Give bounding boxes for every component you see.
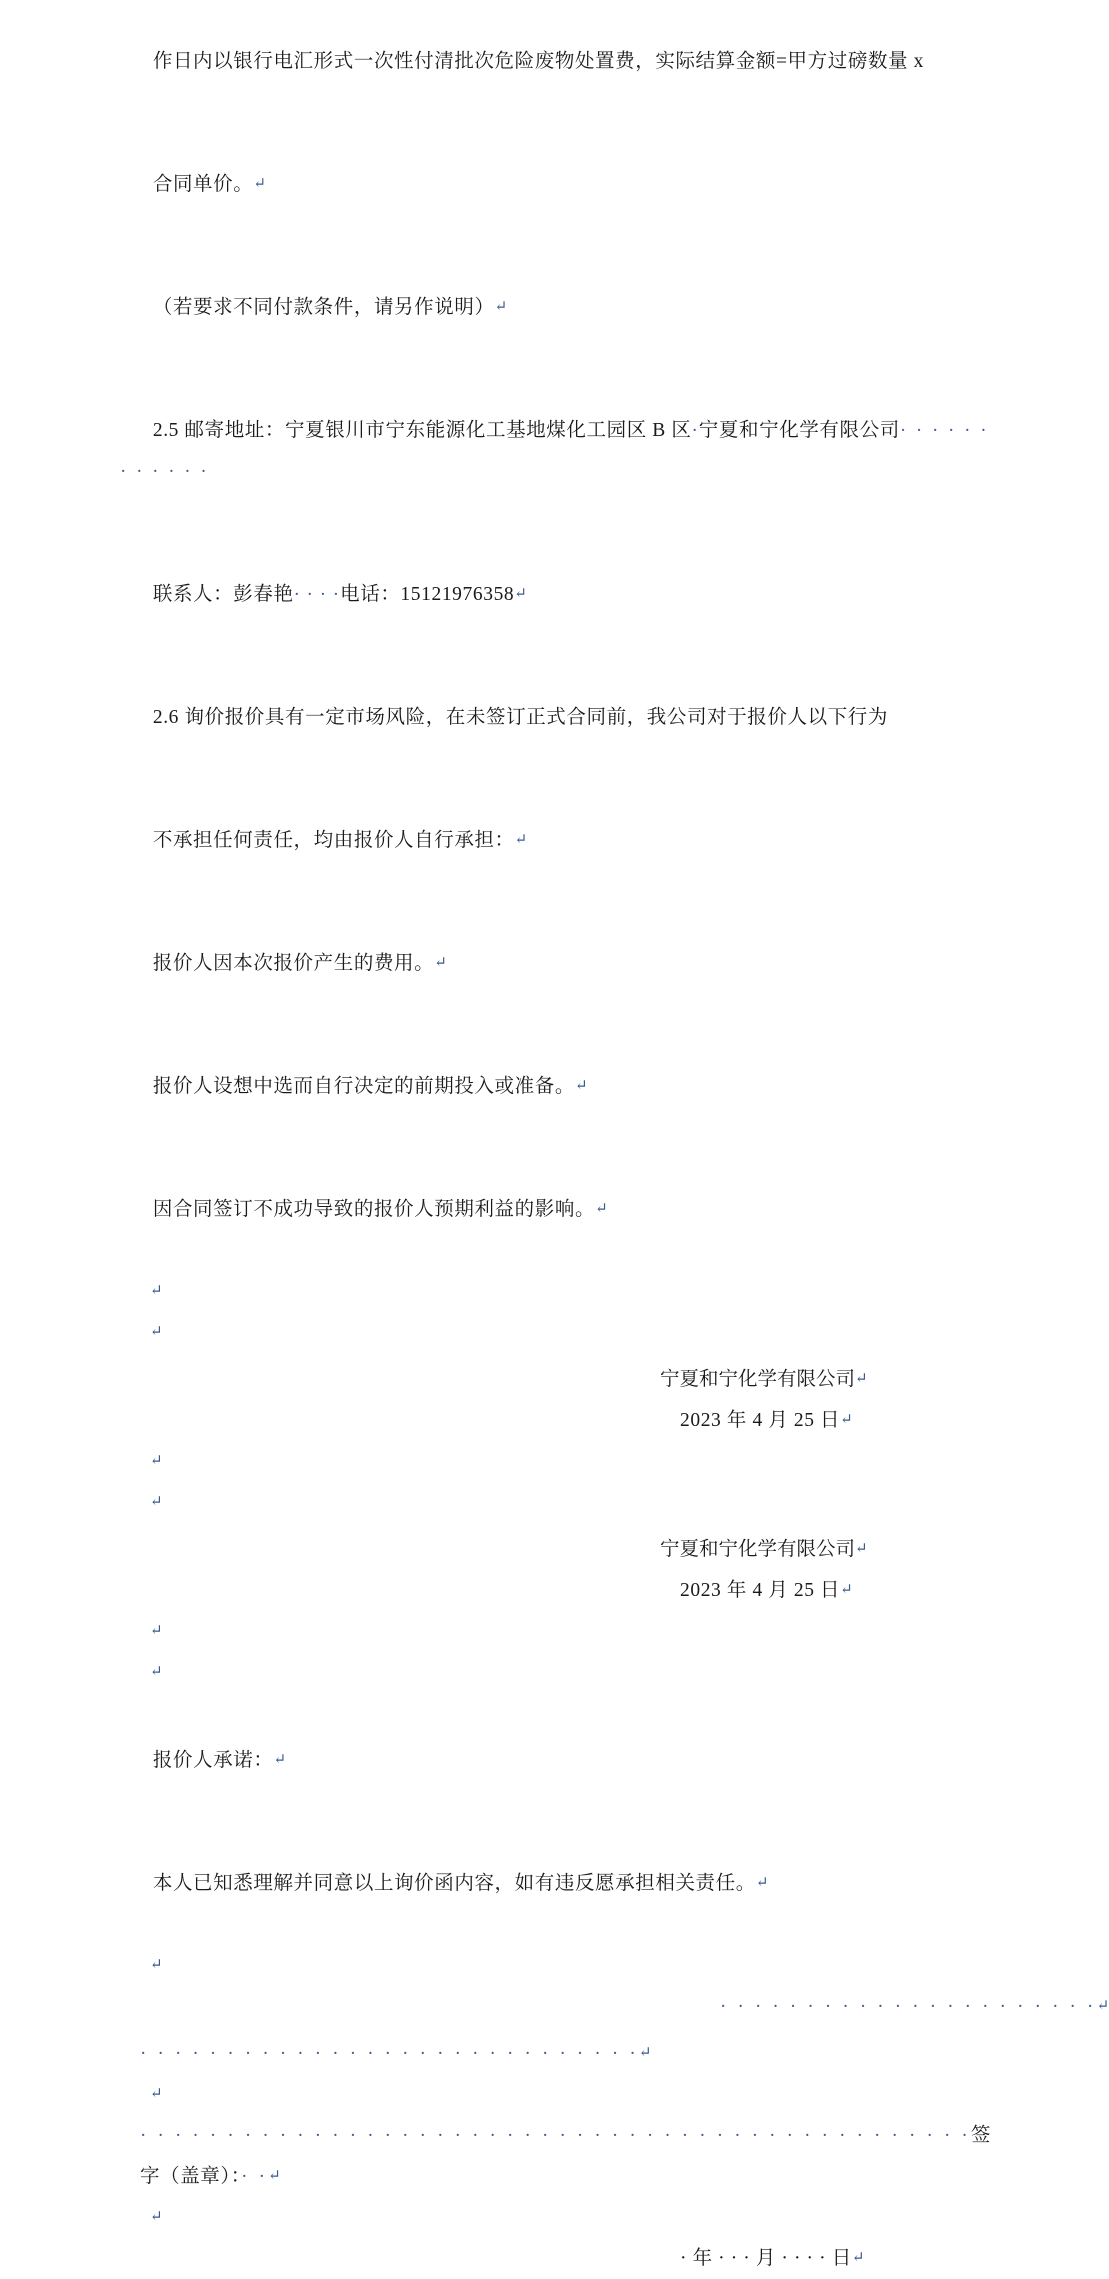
paragraph-mark-icon: ↵ bbox=[494, 299, 508, 315]
payment-note-paragraph bbox=[120, 246, 1000, 369]
company-signature-1 bbox=[120, 1359, 1000, 1400]
paragraph-mark-icon: ↵ bbox=[150, 1494, 163, 1510]
payment-terms-paragraph-line2 bbox=[120, 123, 1000, 246]
payment-note-text: （若要求不同付款条件，请另作说明） bbox=[152, 297, 495, 318]
mailing-address-paragraph bbox=[120, 369, 1000, 533]
company-signature-2-date bbox=[120, 1570, 1000, 1611]
commitment-body-text: 本人已知悉理解并同意以上询价函内容，如有违反愿承担相关责任。 bbox=[152, 1873, 756, 1894]
empty-line bbox=[120, 1271, 1000, 1312]
contact-phone-text: 电话：15121976358 bbox=[340, 584, 515, 605]
payment-terms-paragraph bbox=[120, 0, 1000, 123]
company-name-text: 宁夏和宁化学有限公司 bbox=[660, 1539, 856, 1560]
paragraph-mark-icon: ↵ bbox=[595, 1201, 608, 1217]
signature-date-text: 2023 年 4 月 25 日 bbox=[680, 1410, 841, 1431]
contact-person-text: 联系人：彭春艳 bbox=[152, 584, 294, 605]
empty-line bbox=[120, 1945, 1000, 1986]
risk-item-3-text: 因合同签订不成功导致的报价人预期利益的影响。 bbox=[152, 1199, 596, 1220]
paragraph-mark-icon: ↵ bbox=[1096, 1998, 1109, 2014]
paragraph-mark-icon: ↵ bbox=[268, 2168, 281, 2184]
paragraph-mark-icon: ↵ bbox=[638, 2045, 652, 2061]
risk-text-line1: 2.6 询价报价具有一定市场风险，在未签订正式合同前，我公司对于报价人以下行为 bbox=[152, 707, 889, 728]
payment-terms-text: 作日内以银行电汇形式一次性付清批次危险废物处置费，实际结算金额=甲方过磅数量 x bbox=[152, 51, 924, 72]
paragraph-mark-icon: ↵ bbox=[514, 586, 527, 602]
risk-paragraph-line2 bbox=[120, 779, 1000, 902]
document-body bbox=[120, 0, 1109, 2279]
paragraph-mark-icon: ↵ bbox=[150, 1324, 163, 1340]
mailing-address-company: 宁夏和宁化学有限公司 bbox=[698, 420, 900, 441]
empty-line bbox=[120, 2197, 1000, 2238]
signature-label: 签字（盖章）： bbox=[140, 2125, 992, 2187]
empty-line bbox=[120, 1611, 1000, 1652]
empty-line bbox=[120, 2074, 1000, 2115]
signature-date-text: 2023 年 4 月 25 日 bbox=[680, 1580, 841, 1601]
dot-leader-after-label: · · bbox=[241, 2166, 269, 2187]
risk-paragraph-line1 bbox=[120, 656, 1000, 779]
company-signature-1-date bbox=[120, 1400, 1000, 1441]
empty-line bbox=[120, 1482, 1000, 1523]
paragraph-mark-icon: ↵ bbox=[150, 1623, 163, 1639]
paragraph-mark-icon: ↵ bbox=[150, 1664, 163, 1680]
paragraph-mark-icon: ↵ bbox=[150, 1283, 163, 1299]
paragraph-mark-icon: ↵ bbox=[150, 2086, 163, 2102]
paragraph-mark-icon: ↵ bbox=[851, 2250, 865, 2266]
paragraph-mark-icon: ↵ bbox=[514, 832, 528, 848]
empty-line bbox=[120, 1652, 1000, 1693]
risk-item-1-text: 报价人因本次报价产生的费用。 bbox=[152, 953, 435, 974]
paragraph-mark-icon: ↵ bbox=[840, 1412, 853, 1428]
dot-leader-trailing: · · · · · · · · · · · · bbox=[120, 420, 997, 482]
date-blank-text: · 年 · · · 月 · · · · 日 bbox=[680, 2248, 852, 2269]
company-signature-2 bbox=[120, 1529, 1000, 1570]
mailing-address-text: 2.5 邮寄地址：宁夏银川市宁东能源化工基地煤化工园区 B 区 bbox=[152, 420, 692, 441]
risk-item-2-text: 报价人设想中选而自行决定的前期投入或准备。 bbox=[152, 1076, 575, 1097]
commitment-body bbox=[120, 1822, 1000, 1945]
dotted-blank-line-right bbox=[120, 1986, 1109, 2027]
date-blank-line bbox=[120, 2238, 1000, 2279]
empty-line bbox=[120, 1441, 1000, 1482]
risk-item-3 bbox=[120, 1148, 1000, 1271]
paragraph-mark-icon: ↵ bbox=[150, 1957, 163, 1973]
risk-item-2 bbox=[120, 1025, 1000, 1148]
paragraph-mark-icon: ↵ bbox=[273, 1752, 287, 1768]
dot-leader: · · · · bbox=[293, 584, 341, 605]
paragraph-mark-icon: ↵ bbox=[855, 1541, 868, 1557]
dotted-blank-line-left bbox=[120, 2033, 1000, 2074]
dot-leader: · · · · · · · · · · · · · · · · · · · · · · · · · · · · · · · · · · · · · · · · · · · · · · · · bbox=[140, 2125, 971, 2146]
company-name-text: 宁夏和宁化学有限公司 bbox=[660, 1369, 856, 1390]
contact-paragraph bbox=[120, 533, 1000, 656]
signature-line bbox=[120, 2115, 1000, 2197]
dot-leader: · · · · · · · · · · · · · · · · · · · · · · bbox=[720, 1996, 1097, 2017]
paragraph-mark-icon: ↵ bbox=[840, 1582, 853, 1598]
commitment-title bbox=[120, 1699, 1000, 1822]
risk-item-1 bbox=[120, 902, 1000, 1025]
risk-text-line2: 不承担任何责任，均由报价人自行承担： bbox=[152, 830, 515, 851]
paragraph-mark-icon: ↵ bbox=[150, 1453, 163, 1469]
dot-leader: · bbox=[691, 420, 699, 441]
paragraph-mark-icon: ↵ bbox=[253, 176, 266, 192]
empty-line bbox=[120, 1312, 1000, 1353]
paragraph-mark-icon: ↵ bbox=[434, 955, 447, 971]
paragraph-mark-icon: ↵ bbox=[150, 2209, 163, 2225]
payment-terms-text-line2: 合同单价。 bbox=[152, 174, 254, 195]
commitment-title-text: 报价人承诺： bbox=[152, 1750, 274, 1771]
paragraph-mark-icon: ↵ bbox=[855, 1371, 868, 1387]
paragraph-mark-icon: ↵ bbox=[755, 1875, 769, 1891]
paragraph-mark-icon: ↵ bbox=[574, 1078, 588, 1094]
dot-leader: · · · · · · · · · · · · · · · · · · · · · · · · · · · · · bbox=[140, 2043, 639, 2064]
